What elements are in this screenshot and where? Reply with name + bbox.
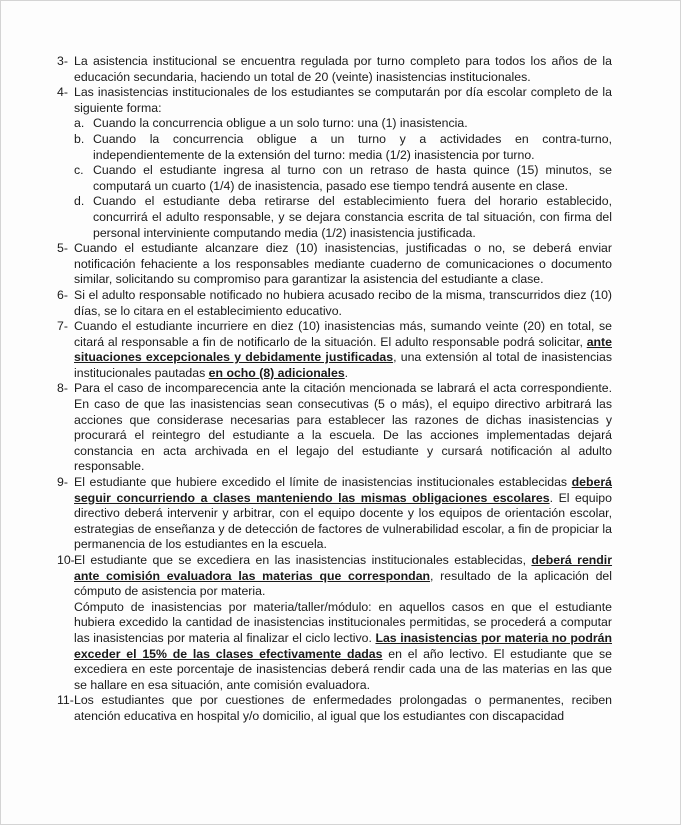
sub-item-letter: a.: [74, 116, 85, 131]
list-item: [57, 475, 612, 553]
sub-item-letter: d.: [74, 194, 85, 209]
item-text: [74, 553, 612, 693]
sub-item-letter: c.: [74, 163, 84, 178]
item-number: 7-: [57, 319, 68, 334]
item-number: 9-: [57, 475, 68, 490]
text-run: El estudiante que hubiere excedido el límite de inasistencias institucionales establecidas: [74, 475, 572, 490]
text-run: . El equipo directivo deberá intervenir y arbitrar, con el equipo docente y los equipos de orientación escolar, estrategias de enseñanza y de detección de factores de vulnerabilidad escolar, a fin de propiciar la permanencia de los estudiantes en la escuela.: [74, 490, 612, 552]
sub-item: [74, 194, 612, 241]
text-run: , resultado de la aplicación del cómputo de asistencia por materia.: [74, 568, 612, 599]
text-run: , una extensión al total de inasistencias institucionales pautadas: [74, 350, 612, 380]
item-number: 10-: [57, 553, 75, 567]
sub-item: [74, 116, 612, 132]
emphasis-text: ante situaciones excepcionales y debidamente justificadas: [74, 334, 612, 365]
item-number: 3-: [57, 54, 68, 68]
item-text: Los estudiantes que por cuestiones de enfermedades prolongadas o permanentes, reciben atención educativa en hospital y/o domicilio, al igual que los estudiantes con discapacidad: [74, 693, 612, 723]
list-item: [57, 288, 612, 319]
item-text: Las inasistencias institucionales de los estudiantes se computarán por día escolar completo de la siguiente forma:: [74, 85, 612, 115]
sub-item-text: Cuando el estudiante ingresa al turno con un retraso de hasta quince (15) minutos, se computará un cuarto (1/4) de inasistencia, pasado ese tiempo tendrá ausente en clase.: [93, 163, 612, 193]
list-item: [57, 319, 612, 381]
list-item: [57, 241, 612, 288]
text-run: .: [344, 365, 349, 380]
list-item: [57, 381, 612, 475]
list-item: [57, 553, 612, 693]
document-body: [57, 54, 612, 725]
item-number: 4-: [57, 85, 68, 100]
list-item: [57, 693, 612, 724]
sub-item-text: Cuando la concurrencia obligue a un solo turno: una (1) inasistencia.: [93, 116, 468, 131]
item-text: Cuando el estudiante alcanzare diez (10) inasistencias, justificadas o no, se deberá enviar notificación fehaciente a los responsables mediante cuaderno de comunicaciones o documento similar, solicitando su compromiso para garantizar la asistencia del estudiante a clase.: [74, 241, 612, 287]
item-number: 8-: [57, 381, 68, 396]
sub-item-letter: b.: [74, 131, 85, 146]
item-text: Para el caso de incomparecencia ante la citación mencionada se labrará el acta correspondiente. En caso de que las inasistencias sean consecutivas (5 o más), el equipo directivo arbitrará las acciones que considerase necesarias para establecer las razones de dichas inasistencias y procurará el reintegro del estudiante a la escuela. De las acciones implementadas dejará constancia en acta archivada en el legajo del estudiante y cursará notificación al adulto responsable.: [74, 381, 612, 474]
text-run: Cuando el estudiante incurriere en diez (10) inasistencias más, sumando veinte (20) en total, se citará al responsable a fin de notificarlo de la situación. El adulto responsable podrá solicitar,: [74, 319, 612, 349]
item-number: 6-: [57, 287, 68, 302]
sub-item-text: Cuando el estudiante deba retirarse del establecimiento fuera del horario establecido, concurrirá el adulto responsable, y se dejara constancia escrita de tal situación, con firma del personal interviniente computando media (1/2) inasistencia justificada.: [93, 194, 612, 240]
text-run: en el año lectivo. El estudiante que se excediera en este porcentaje de inasistencias deberá rendir cada una de las materias en las que se hallare en esa situación, ante comisión evaluadora.: [74, 646, 612, 692]
emphasis-text: deberá rendir ante comisión evaluadora las materias que correspondan: [74, 553, 613, 583]
item-text: La asistencia institucional se encuentra regulada por turno completo para todos los años de la educación secundaria, haciendo un total de 20 (veinte) inasistencias institucionales.: [74, 54, 612, 84]
item-number: 11-: [57, 693, 74, 708]
sub-item-text: Cuando la concurrencia obligue a un turno y a actividades en contra-turno, independientemente de la extensión del turno: media (1/2) inasistencia por turno.: [93, 131, 612, 162]
item-text: [74, 319, 612, 381]
list-item: [57, 85, 612, 241]
sub-item: [74, 163, 612, 194]
item-text: Si el adulto responsable notificado no hubiera acusado recibo de la misma, transcurridos diez (10) días, se lo citara en el establecimiento educativo.: [74, 287, 612, 318]
list-item: [57, 54, 612, 85]
text-run: Cómputo de inasistencias por materia/taller/módulo: en aquellos casos en que el estudiante hubiera excedido la cantidad de inasistencias institucionales permitidas, se procederá a computar las inasistencias por materia al finalizar el ciclo lectivo.: [74, 599, 612, 645]
text-run: El estudiante que se excediera en las inasistencias institucionales establecidas,: [74, 553, 532, 567]
emphasis-text: Las inasistencias por materia no podrán exceder el 15% de las clases efectivamente dadas: [74, 630, 613, 661]
item-text: [74, 475, 612, 553]
sub-item: [74, 132, 612, 163]
emphasis-text: deberá seguir concurriendo a clases manteniendo las mismas obligaciones escolares: [74, 475, 612, 505]
item-number: 5-: [57, 241, 68, 256]
emphasis-text: en ocho (8) adicionales: [208, 365, 345, 380]
